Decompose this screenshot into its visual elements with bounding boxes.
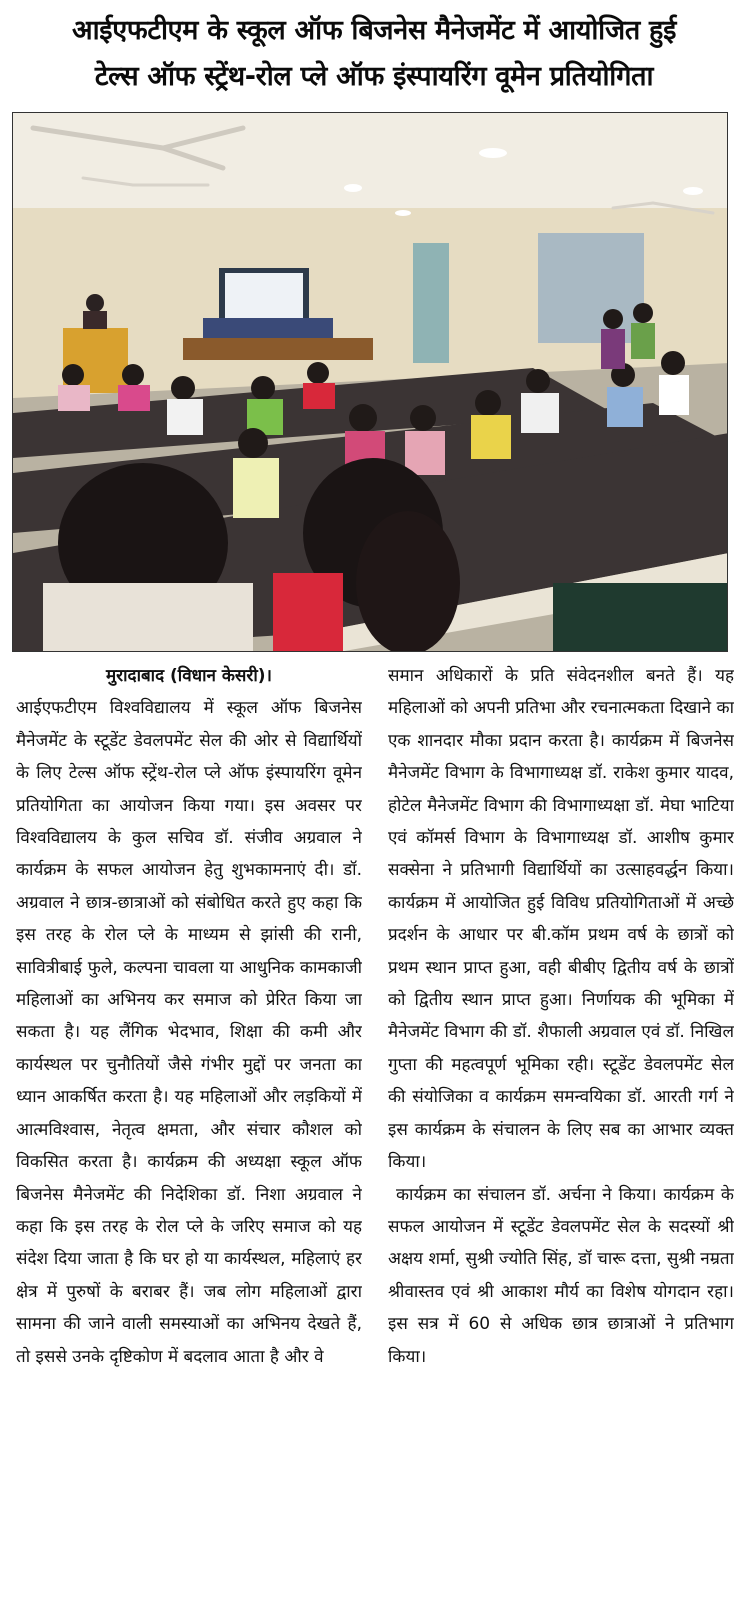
stage-chairs xyxy=(203,318,333,340)
headline xyxy=(0,0,748,104)
headline-line-1: आईएफटीएम के स्कूल ऑफ बिजनेस मैनेजमेंट में आयोजित हुई xyxy=(71,15,677,46)
door xyxy=(413,243,449,363)
news-photo xyxy=(12,112,728,652)
ceiling-light xyxy=(344,184,362,192)
foreground-chair xyxy=(553,583,728,652)
article-body-left: आईएफटीएम विश्वविद्यालय में स्कूल ऑफ बिजनेस मैनेजमेंट के स्टूडेंट डेवलपमेंट सेल की ओर से विद्यार्थियों के लिए टेल्स ऑफ स्ट्रेंथ-रोल प्ले ऑफ इंस्पायरिंग वूमेन प्रतियोगिता का आयोजन किया गया। इस अवसर पर विश्वविद्यालय के कुल सचिव डॉ. संजीव अग्रवाल ने कार्यक्रम के सफल आयोजन हेतु शुभकामनाएं दी। डॉ. अग्रवाल ने छात्र-छात्राओं को संबोधित करते हुए कहा कि इस तरह के रोल प्ले के माध्यम से झांसी की रानी, सावित्रीबाई फुले, कल्पना चावला या आधुनिक कामकाजी महिलाओं का अभिनय कर समाज को प्रेरित किया जा सकता है। यह लैंगिक भेदभाव, शिक्षा की कमी और कार्यस्थल पर चुनौतियों जैसे गंभीर मुद्दों पर जनता का ध्यान आकर्षित करता है। यह महिलाओं और लड़कियों में आत्मविश्वास, नेतृत्व क्षमता, और संचार कौशल को विकसित करता है। कार्यक्रम की अध्यक्षा स्कूल ऑफ बिजनेस मैनेजमेंट की निदेशिका डॉ. निशा अग्रवाल ने कहा कि इस तरह के रोल प्ले के जरिए समाज को यह संदेश दिया जाता है कि घर हो या कार्यस्थल, महिलाएं हर क्षेत्र में पुरुषों के बराबर हैं। जब लोग महिलाओं द्वारा सामना की जाने वाली समस्याओं का अभिनय देखते हैं, तो इससे उनके दृष्टिकोण में बदलाव आता है और वे xyxy=(16,698,362,1367)
speaker xyxy=(83,311,107,329)
ceiling-light xyxy=(395,210,411,216)
classroom-photo-illustration xyxy=(13,113,728,652)
stage-desk xyxy=(183,338,373,360)
article-column-left xyxy=(16,660,362,1596)
ceiling-light xyxy=(479,148,507,158)
headline-line-2: टेल्स ऑफ स्ट्रेंथ-रोल प्ले ऑफ इंस्पायरिंग वूमेन प्रतियोगिता xyxy=(94,61,654,92)
speaker xyxy=(86,294,104,312)
article-body-closing: कार्यक्रम का संचालन डॉ. अर्चना ने किया। कार्यक्रम के सफल आयोजन में स्टूडेंट डेवलपमेंट सेल के सदस्यों श्री अक्षय शर्मा, सुश्री ज्योति सिंह, डॉ चारू दत्ता, सुश्री नम्रता श्रीवास्तव एवं श्री आकाश मौर्य का विशेष योगदान रहा। इस सत्र में 60 से अधिक छात्र छात्राओं ने प्रतिभाग किया। xyxy=(388,1184,734,1367)
dateline: मुरादाबाद (विधान केसरी)। xyxy=(106,666,272,686)
article-column-right xyxy=(388,660,734,1596)
ceiling-light xyxy=(683,187,703,195)
projection-screen-content xyxy=(225,273,303,321)
article-body-right: समान अधिकारों के प्रति संवेदनशील बनते हैं। यह महिलाओं को अपनी प्रतिभा और रचनात्मकता दिखाने का एक शानदार मौका प्रदान करता है। कार्यक्रम में बिजनेस मैनेजमेंट विभाग के विभागाध्यक्ष डॉ. राकेश कुमार यादव, होटेल मैनेजमेंट विभाग की विभागाध्यक्षा डॉ. मेघा भाटिया एवं कॉमर्स विभाग के विभागाध्यक्ष डॉ. आशीष कुमार सक्सेना ने प्रतिभागी विद्यार्थियों का उत्साहवर्द्धन किया। कार्यक्रम में आयोजित हुई विविध प्रतियोगिताओं में अच्छे प्रदर्शन के आधार पर बी.कॉम प्रथम वर्ष के छात्रों को प्रथम स्थान प्राप्त हुआ, वही बीबीए द्वितीय वर्ष के छात्रों को द्वितीय स्थान प्राप्त हुआ। निर्णायक की भूमिका में मैनेजमेंट विभाग की डॉ. शैफाली अग्रवाल एवं डॉ. निखिल गुप्ता की महत्वपूर्ण भूमिका रही। स्टूडेंट डेवलपमेंट सेल की संयोजिका व कार्यक्रम समन्वयिका डॉ. आरती गर्ग ने इस कार्यक्रम के संचालन के लिए सब का आभार व्यक्त किया। xyxy=(388,666,734,1173)
wall-panel xyxy=(538,233,644,343)
